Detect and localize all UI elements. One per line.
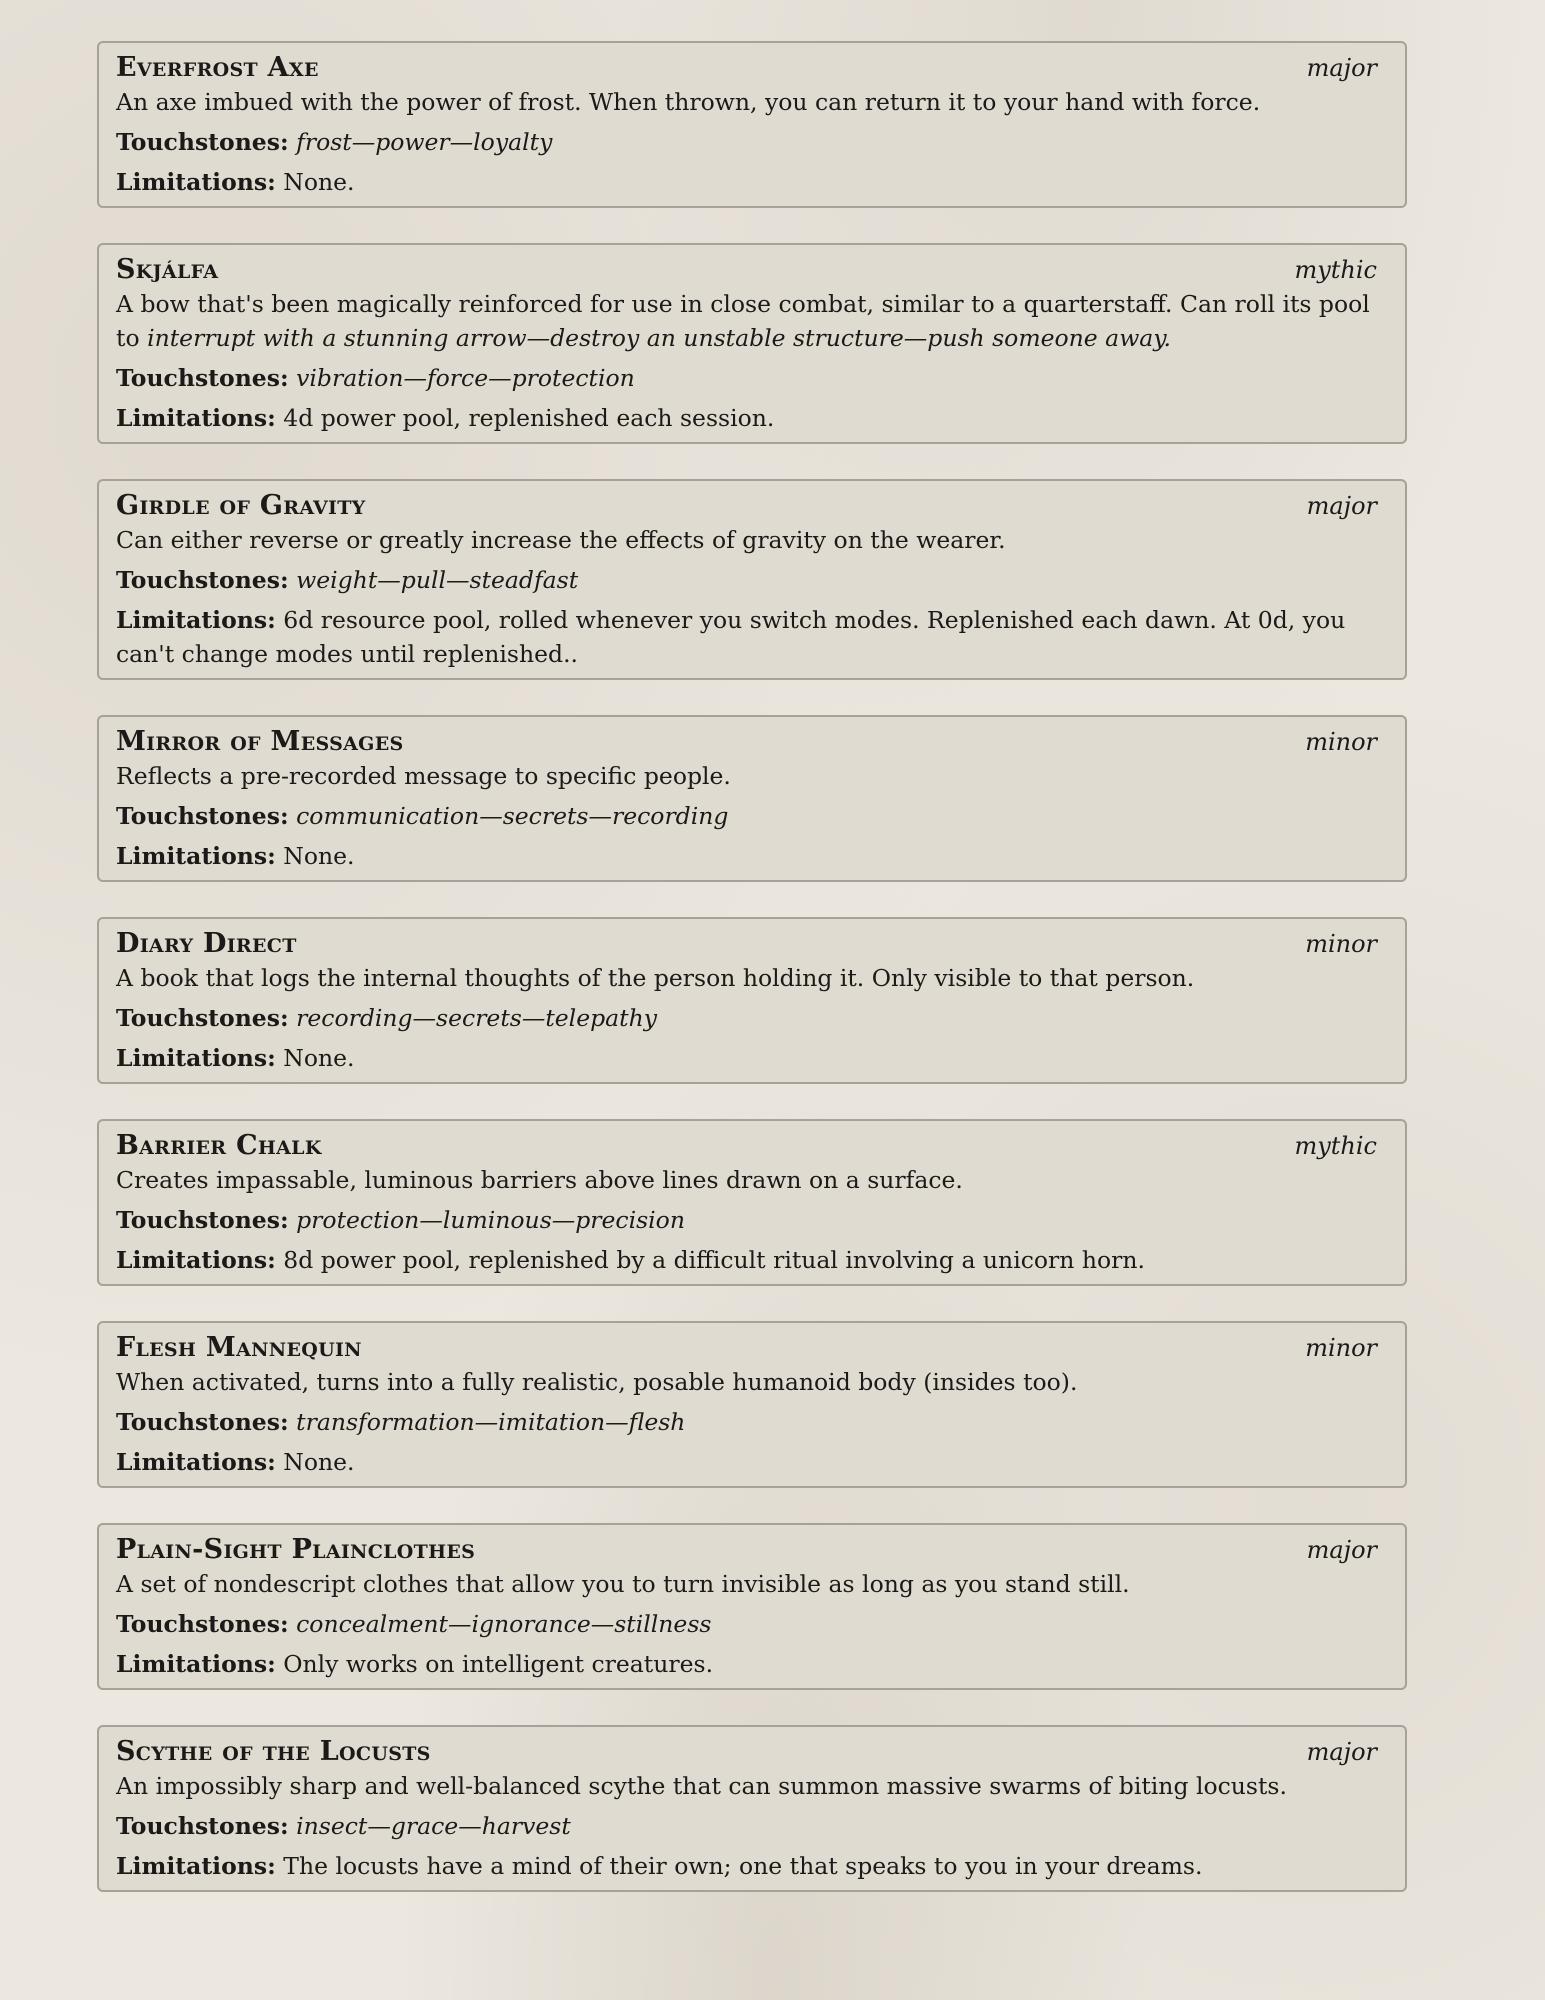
item-name: Barrier Chalk bbox=[116, 1130, 322, 1161]
item-tier: major bbox=[1306, 54, 1377, 82]
item-card bbox=[97, 479, 1407, 680]
item-limitations bbox=[116, 1849, 1385, 1883]
item-limitations bbox=[116, 1041, 1385, 1075]
touchstones-label: Touchstones: bbox=[116, 802, 289, 830]
touchstones-label: Touchstones: bbox=[116, 566, 289, 594]
item-touchstones bbox=[116, 1001, 1385, 1035]
item-description: A set of nondescript clothes that allow you to turn invisible as long as you stand still. bbox=[116, 1570, 1130, 1598]
touchstones-value: weight—pull—steadfast bbox=[296, 566, 579, 594]
limitations-value: None. bbox=[283, 1448, 355, 1476]
item-description-text: A bow that's been magically reinforced for use in close combat, similar to a quarterstaff. Can roll its pool to bbox=[116, 290, 1370, 352]
limitations-value: None. bbox=[283, 168, 355, 196]
item-touchstones bbox=[116, 1405, 1385, 1439]
item-tier: major bbox=[1306, 492, 1377, 520]
item-description: Reflects a pre-recorded message to specific people. bbox=[116, 762, 731, 790]
item-description: Creates impassable, luminous barriers above lines drawn on a surface. bbox=[116, 1166, 963, 1194]
limitations-label: Limitations: bbox=[116, 1852, 276, 1880]
limitations-value: The locusts have a mind of their own; one that speaks to you in your dreams. bbox=[283, 1852, 1203, 1880]
limitations-label: Limitations: bbox=[116, 1448, 276, 1476]
touchstones-value: protection—luminous—precision bbox=[296, 1206, 685, 1234]
item-touchstones bbox=[116, 563, 1385, 597]
item-card bbox=[97, 1725, 1407, 1892]
item-touchstones bbox=[116, 1809, 1385, 1843]
touchstones-value: vibration—force—protection bbox=[296, 364, 635, 392]
item-limitations bbox=[116, 603, 1385, 671]
item-tier: minor bbox=[1305, 930, 1377, 958]
item-description: An impossibly sharp and well-balanced scythe that can summon massive swarms of biting locusts. bbox=[116, 1772, 1287, 1800]
item-description: When activated, turns into a fully realistic, posable humanoid body (insides too). bbox=[116, 1368, 1078, 1396]
touchstones-label: Touchstones: bbox=[116, 1206, 289, 1234]
item-limitations bbox=[116, 1647, 1385, 1681]
touchstones-label: Touchstones: bbox=[116, 1408, 289, 1436]
item-name: Scythe of the Locusts bbox=[116, 1736, 431, 1767]
limitations-label: Limitations: bbox=[116, 404, 276, 432]
limitations-value: 6d resource pool, rolled whenever you switch modes. Replenished each dawn. At 0d, you can't change modes until replenished.. bbox=[116, 606, 1346, 668]
touchstones-label: Touchstones: bbox=[116, 128, 289, 156]
item-tier: minor bbox=[1305, 1334, 1377, 1362]
item-name: Plain-Sight Plainclothes bbox=[116, 1534, 476, 1565]
item-limitations bbox=[116, 165, 1385, 199]
limitations-value: None. bbox=[283, 1044, 355, 1072]
item-card bbox=[97, 917, 1407, 1084]
limitations-value: Only works on intelligent creatures. bbox=[283, 1650, 714, 1678]
item-description: An axe imbued with the power of frost. When thrown, you can return it to your hand with force. bbox=[116, 88, 1261, 116]
limitations-label: Limitations: bbox=[116, 1650, 276, 1678]
limitations-label: Limitations: bbox=[116, 168, 276, 196]
item-tier: minor bbox=[1305, 728, 1377, 756]
touchstones-value: concealment—ignorance—stillness bbox=[296, 1610, 712, 1638]
item-description: A book that logs the internal thoughts of the person holding it. Only visible to that person. bbox=[116, 964, 1195, 992]
item-name: Everfrost Axe bbox=[116, 52, 319, 83]
item-name: Diary Direct bbox=[116, 928, 297, 959]
limitations-label: Limitations: bbox=[116, 1246, 276, 1274]
item-description: Can either reverse or greatly increase the effects of gravity on the wearer. bbox=[116, 526, 1006, 554]
item-tier: mythic bbox=[1294, 256, 1377, 284]
item-description bbox=[116, 287, 1385, 355]
limitations-label: Limitations: bbox=[116, 1044, 276, 1072]
item-name: Skjálfa bbox=[116, 254, 219, 285]
touchstones-label: Touchstones: bbox=[116, 1004, 289, 1032]
item-touchstones bbox=[116, 1607, 1385, 1641]
item-touchstones bbox=[116, 799, 1385, 833]
touchstones-value: communication—secrets—recording bbox=[296, 802, 729, 830]
item-card bbox=[97, 41, 1407, 208]
item-name: Mirror of Messages bbox=[116, 726, 404, 757]
item-touchstones bbox=[116, 361, 1385, 395]
item-card bbox=[97, 1119, 1407, 1286]
item-card bbox=[97, 1523, 1407, 1690]
touchstones-label: Touchstones: bbox=[116, 1812, 289, 1840]
limitations-label: Limitations: bbox=[116, 842, 276, 870]
item-tier: major bbox=[1306, 1738, 1377, 1766]
item-limitations bbox=[116, 839, 1385, 873]
item-limitations bbox=[116, 401, 1385, 435]
item-limitations bbox=[116, 1445, 1385, 1479]
item-card bbox=[97, 715, 1407, 882]
item-tier: mythic bbox=[1294, 1132, 1377, 1160]
item-touchstones bbox=[116, 125, 1385, 159]
item-description-options: interrupt with a stunning arrow—destroy an unstable structure—push someone away. bbox=[147, 324, 1171, 352]
item-name: Flesh Mannequin bbox=[116, 1332, 362, 1363]
limitations-value: 8d power pool, replenished by a difficult ritual involving a unicorn horn. bbox=[283, 1246, 1145, 1274]
touchstones-value: insect—grace—harvest bbox=[296, 1812, 571, 1840]
item-touchstones bbox=[116, 1203, 1385, 1237]
limitations-value: 4d power pool, replenished each session. bbox=[283, 404, 775, 432]
touchstones-value: transformation—imitation—flesh bbox=[296, 1408, 686, 1436]
touchstones-value: frost—power—loyalty bbox=[296, 128, 553, 156]
item-limitations bbox=[116, 1243, 1385, 1277]
item-list bbox=[97, 41, 1407, 1927]
touchstones-label: Touchstones: bbox=[116, 1610, 289, 1638]
limitations-label: Limitations: bbox=[116, 606, 276, 634]
touchstones-value: recording—secrets—telepathy bbox=[296, 1004, 658, 1032]
touchstones-label: Touchstones: bbox=[116, 364, 289, 392]
item-name: Girdle of Gravity bbox=[116, 490, 366, 521]
item-tier: major bbox=[1306, 1536, 1377, 1564]
limitations-value: None. bbox=[283, 842, 355, 870]
item-card bbox=[97, 1321, 1407, 1488]
item-card bbox=[97, 243, 1407, 444]
